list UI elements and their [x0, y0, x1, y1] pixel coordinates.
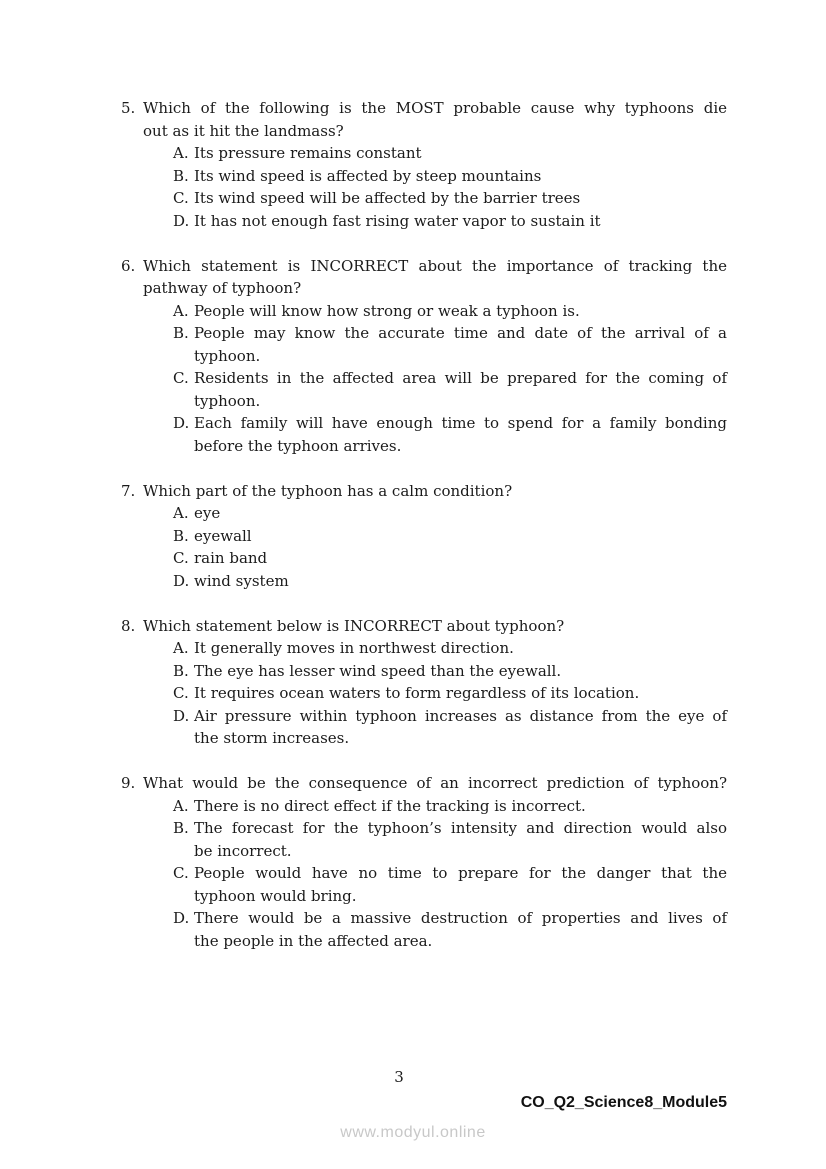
option-text [194, 502, 727, 525]
option-letter: C. [173, 864, 189, 882]
option-a [121, 142, 727, 165]
option-letter: B. [173, 166, 189, 185]
option-text [194, 165, 727, 188]
option-c [121, 682, 727, 705]
question-number: 5. [121, 99, 136, 117]
option-b [121, 817, 727, 862]
option-letter: A. [173, 144, 189, 162]
question-text [143, 480, 727, 503]
watermark-url: www.modyul.online [340, 1124, 486, 1141]
option-letter: C. [173, 369, 189, 387]
option-letter: D. [173, 414, 190, 432]
option-line: before the typhoon arrives. [194, 436, 402, 455]
option-line: There would be a massive destruction of properties and lives of [194, 909, 727, 927]
option-line: People will know how strong or weak a typhoon is. [194, 301, 580, 320]
page-number: 3 [394, 1068, 404, 1086]
option-letter: B. [173, 661, 189, 680]
option-text [194, 412, 727, 457]
option-letter: C. [173, 549, 189, 567]
question-line: Which part of the typhoon has a calm condition? [143, 481, 513, 500]
option-line: It has not enough fast rising water vapor to sustain it [194, 211, 601, 230]
option-letter: B. [173, 819, 189, 837]
option-a [121, 637, 727, 660]
option-letter: D. [173, 909, 190, 927]
option-a [121, 300, 727, 323]
option-line: Each family will have enough time to spend for a family bonding [194, 414, 727, 432]
option-line: There is no direct effect if the tracking is incorrect. [194, 796, 586, 815]
option-line: It generally moves in northwest direction. [194, 639, 514, 657]
module-code: CO_Q2_Science8_Module5 [520, 1094, 727, 1111]
question-line: What would be the consequence of an incorrect prediction of typhoon? [143, 774, 727, 792]
option-d [121, 705, 727, 750]
question-9 [121, 772, 727, 952]
option-line: eye [194, 504, 221, 522]
question-text [143, 772, 727, 795]
option-line: People may know the accurate time and date of the arrival of a [194, 324, 727, 342]
option-text [194, 142, 727, 165]
option-letter: D. [173, 706, 190, 725]
option-line: eyewall [194, 526, 252, 545]
question-line: Which of the following is the MOST probable cause why typhoons die [143, 99, 727, 117]
option-d [121, 907, 727, 952]
question-number: 8. [121, 616, 136, 635]
option-c [121, 862, 727, 907]
option-text [194, 660, 727, 683]
option-letter: A. [173, 504, 189, 522]
question-stem [121, 615, 727, 638]
option-text [194, 367, 727, 412]
question-text [143, 255, 727, 300]
question-7 [121, 480, 727, 593]
option-line: The forecast for the typhoon’s intensity and direction would also [194, 819, 727, 837]
option-a [121, 502, 727, 525]
question-stem [121, 255, 727, 300]
option-line: typhoon would bring. [194, 886, 357, 905]
option-line: the storm increases. [194, 729, 350, 747]
option-line: wind system [194, 571, 289, 590]
question-line: Which statement is INCORRECT about the importance of tracking the [143, 256, 727, 275]
question-text [143, 615, 727, 638]
question-number: 7. [121, 481, 136, 500]
option-c [121, 187, 727, 210]
option-text [194, 547, 727, 570]
option-text [194, 682, 727, 705]
option-d [121, 570, 727, 593]
option-text [194, 210, 727, 233]
option-text [194, 795, 727, 818]
option-line: People would have no time to prepare for the danger that the [194, 864, 727, 882]
quiz-content [121, 97, 727, 975]
question-stem [121, 97, 727, 142]
question-5 [121, 97, 727, 232]
question-line: pathway of typhoon? [143, 279, 302, 297]
option-text [194, 300, 727, 323]
option-line: the people in the affected area. [194, 931, 433, 950]
option-letter: D. [173, 571, 190, 590]
option-c [121, 547, 727, 570]
option-line: It requires ocean waters to form regardless of its location. [194, 684, 640, 702]
option-text [194, 322, 727, 367]
question-6 [121, 255, 727, 458]
option-letter: B. [173, 526, 189, 545]
option-letter: A. [173, 796, 189, 815]
question-stem [121, 480, 727, 503]
question-number: 6. [121, 256, 136, 275]
option-letter: A. [173, 301, 189, 320]
option-b [121, 525, 727, 548]
option-line: The eye has lesser wind speed than the eyewall. [194, 661, 562, 680]
option-text [194, 705, 727, 750]
option-line: rain band [194, 549, 268, 567]
option-line: Air pressure within typhoon increases as distance from the eye of [194, 706, 727, 725]
option-text [194, 862, 727, 907]
question-number: 9. [121, 774, 136, 792]
option-d [121, 412, 727, 457]
option-text [194, 817, 727, 862]
option-letter: B. [173, 324, 189, 342]
option-text [194, 907, 727, 952]
option-b [121, 660, 727, 683]
option-text [194, 637, 727, 660]
question-line: Which statement below is INCORRECT about typhoon? [143, 616, 565, 635]
question-8 [121, 615, 727, 750]
option-line: Its pressure remains constant [194, 144, 422, 162]
option-a [121, 795, 727, 818]
option-d [121, 210, 727, 233]
option-letter: A. [173, 639, 189, 657]
option-line: be incorrect. [194, 841, 292, 860]
option-line: Residents in the affected area will be prepared for the coming of [194, 369, 727, 387]
option-line: Its wind speed is affected by steep mountains [194, 166, 542, 185]
option-b [121, 322, 727, 367]
option-b [121, 165, 727, 188]
option-line: typhoon. [194, 391, 261, 410]
option-line: Its wind speed will be affected by the barrier trees [194, 189, 581, 207]
question-line: out as it hit the landmass? [143, 121, 344, 140]
option-text [194, 187, 727, 210]
option-letter: C. [173, 684, 189, 702]
option-text [194, 525, 727, 548]
option-letter: C. [173, 189, 189, 207]
option-line: typhoon. [194, 346, 261, 365]
option-c [121, 367, 727, 412]
question-text [143, 97, 727, 142]
option-letter: D. [173, 211, 190, 230]
question-stem [121, 772, 727, 795]
option-text [194, 570, 727, 593]
